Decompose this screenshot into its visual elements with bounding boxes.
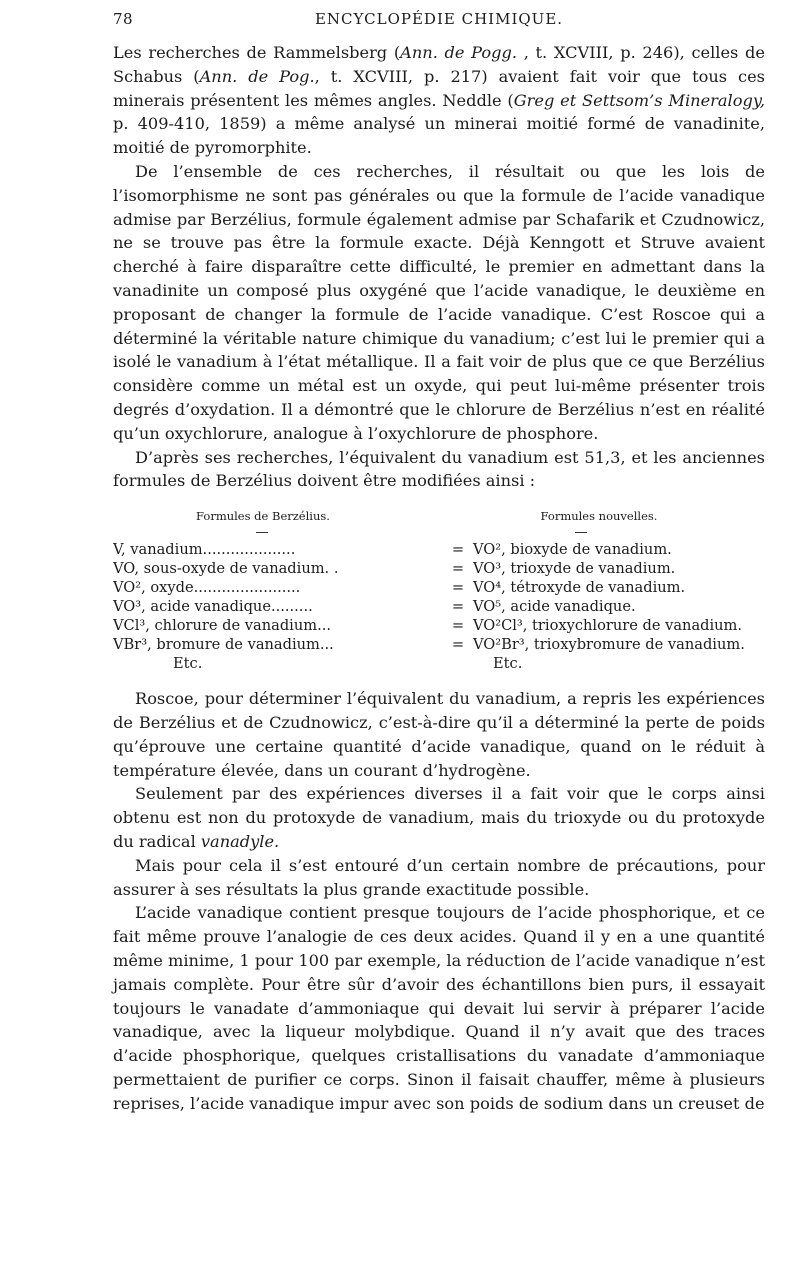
etc-old: Etc. [173,655,203,673]
formula-table [113,507,765,673]
paragraph-1: Les recherches de Rammelsberg (Ann. de Pogg. , t. XCVIII, p. 246), celles de Schabus (Ann. de Pog., t. XCVIII, p. 217) avaient fait voir que tous ces minerais présentent les mêmes angles. Neddle (Greg et Settsom’s Mineralogy, p. 409-410, 1859) a même analysé un minerai moitié formé de vanadinite, moitié de pyromorphite. [113,43,765,158]
paragraph-5: Seulement par des expériences diverses il a fait voir que le corps ainsi obtenu est non du protoxyde de vanadium, mais du trioxyde ou du protoxyde du radical vanadyle. [113,784,765,851]
equals-sign: = [451,541,465,559]
table-header [113,507,765,526]
formula-new: VO⁴, tétroxyde de vanadium. [473,579,686,597]
equals-sign: = [451,579,465,597]
formula-old: VO², oxyde....................... [113,579,301,597]
equals-sign: = [451,598,465,616]
formula-new: VO²Br³, trioxybromure de vanadium. [473,636,745,654]
formula-new: VO⁵, acide vanadique. [473,598,636,616]
table-row-etc [113,654,765,673]
paragraph-4: Roscoe, pour déterminer l’équivalent du vanadium, a repris les expériences de Berzélius et de Czudnowicz, c’est-à-dire qu’il a déterminé la perte de poids qu’éprouve une certaine quantité d’acide vanadique, quand on le réduit à température élevée, dans un courant d’hydrogène. [113,689,765,780]
formula-old: VO, sous-oxyde de vanadium. . [113,560,339,578]
paragraph-6: Mais pour cela il s’est entouré d’un certain nombre de précautions, pour assurer à ses résultats la plus grande exactitude possible. [113,855,765,899]
table-row [113,597,765,616]
table-row [113,559,765,578]
formula-old: V, vanadium.................... [113,541,296,559]
table-row [113,540,765,559]
page-number: 78 [113,10,134,28]
formula-new: VO²Cl³, trioxychlorure de vanadium. [473,617,743,635]
etc-new: Etc. [493,655,523,673]
formula-old: VCl³, chlorure de vanadium... [113,617,331,635]
formula-old: VO³, acide vanadique......... [113,598,313,616]
running-title: ENCYCLOPÉDIE CHIMIQUE. [314,10,564,28]
paragraph-2: De l’ensemble de ces recherches, il résultait ou que les lois de l’isomorphisme ne sont pas générales ou que la formule de l’acide vanadique admise par Berzélius, formule également admise par Schafarik et Czudnowicz, ne se trouve pas être la formule exacte. Déjà Kenngott et Struve avaient cherché à faire disparaître cette difficulté, le premier en admettant dans la vanadinite un composé plus oxygéné que l’acide vanadique, le deuxième en proposant de changer la formule de l’acide vanadique. C’est Roscoe qui a déterminé la véritable nature chimique du vanadium; c’est lui le premier qui a isolé le vanadium à l’état métallique. Il a fait voir de plus que ce que Berzélius considère comme un métal est un oxyde, qui peut lui-même présenter trois degrés d’oxydation. Il a démontré que le chlorure de Berzélius n’est en réalité qu’un oxychlorure, analogue à l’oxychlorure de phosphore. [113,161,765,443]
table-row [113,635,765,654]
equals-sign: = [451,617,465,635]
equals-sign: = [451,636,465,654]
formula-new: VO³, trioxyde de vanadium. [473,560,676,578]
formula-new: VO², bioxyde de vanadium. [473,541,672,559]
column-header-old: Formules de Berzélius. [196,509,330,524]
header-dashes [113,532,765,540]
running-header [113,10,765,32]
paragraph-3: D’après ses recherches, l’équivalent du vanadium est 51,3, et les anciennes formules de Berzélius doivent être modifiées ainsi : [113,447,765,491]
equals-sign: = [451,560,465,578]
page-body [113,41,765,1115]
formula-old: VBr³, bromure de vanadium... [113,636,334,654]
column-header-new: Formules nouvelles. [540,509,658,524]
table-row [113,616,765,635]
table-row [113,578,765,597]
paragraph-7: L’acide vanadique contient presque toujours de l’acide phosphorique, et ce fait même prouve l’analogie de ces deux acides. Quand il y en a une quantité même minime, 1 pour 100 par exemple, la réduction de l’acide vanadique n’est jamais complète. Pour être sûr d’avoir des échantillons bien purs, il essayait toujours le vanadate d’ammoniaque qui devait lui servir à préparer l’acide vanadique, avec la liqueur molybdique. Quand il n’y avait que des traces d’acide phosphorique, quelques cristallisations du vanadate d’ammoniaque permettaient de purifier ce corps. Sinon il faisait chauffer, même à plusieurs reprises, l’acide vanadique impur avec son poids de sodium dans un creuset de [113,903,765,1113]
